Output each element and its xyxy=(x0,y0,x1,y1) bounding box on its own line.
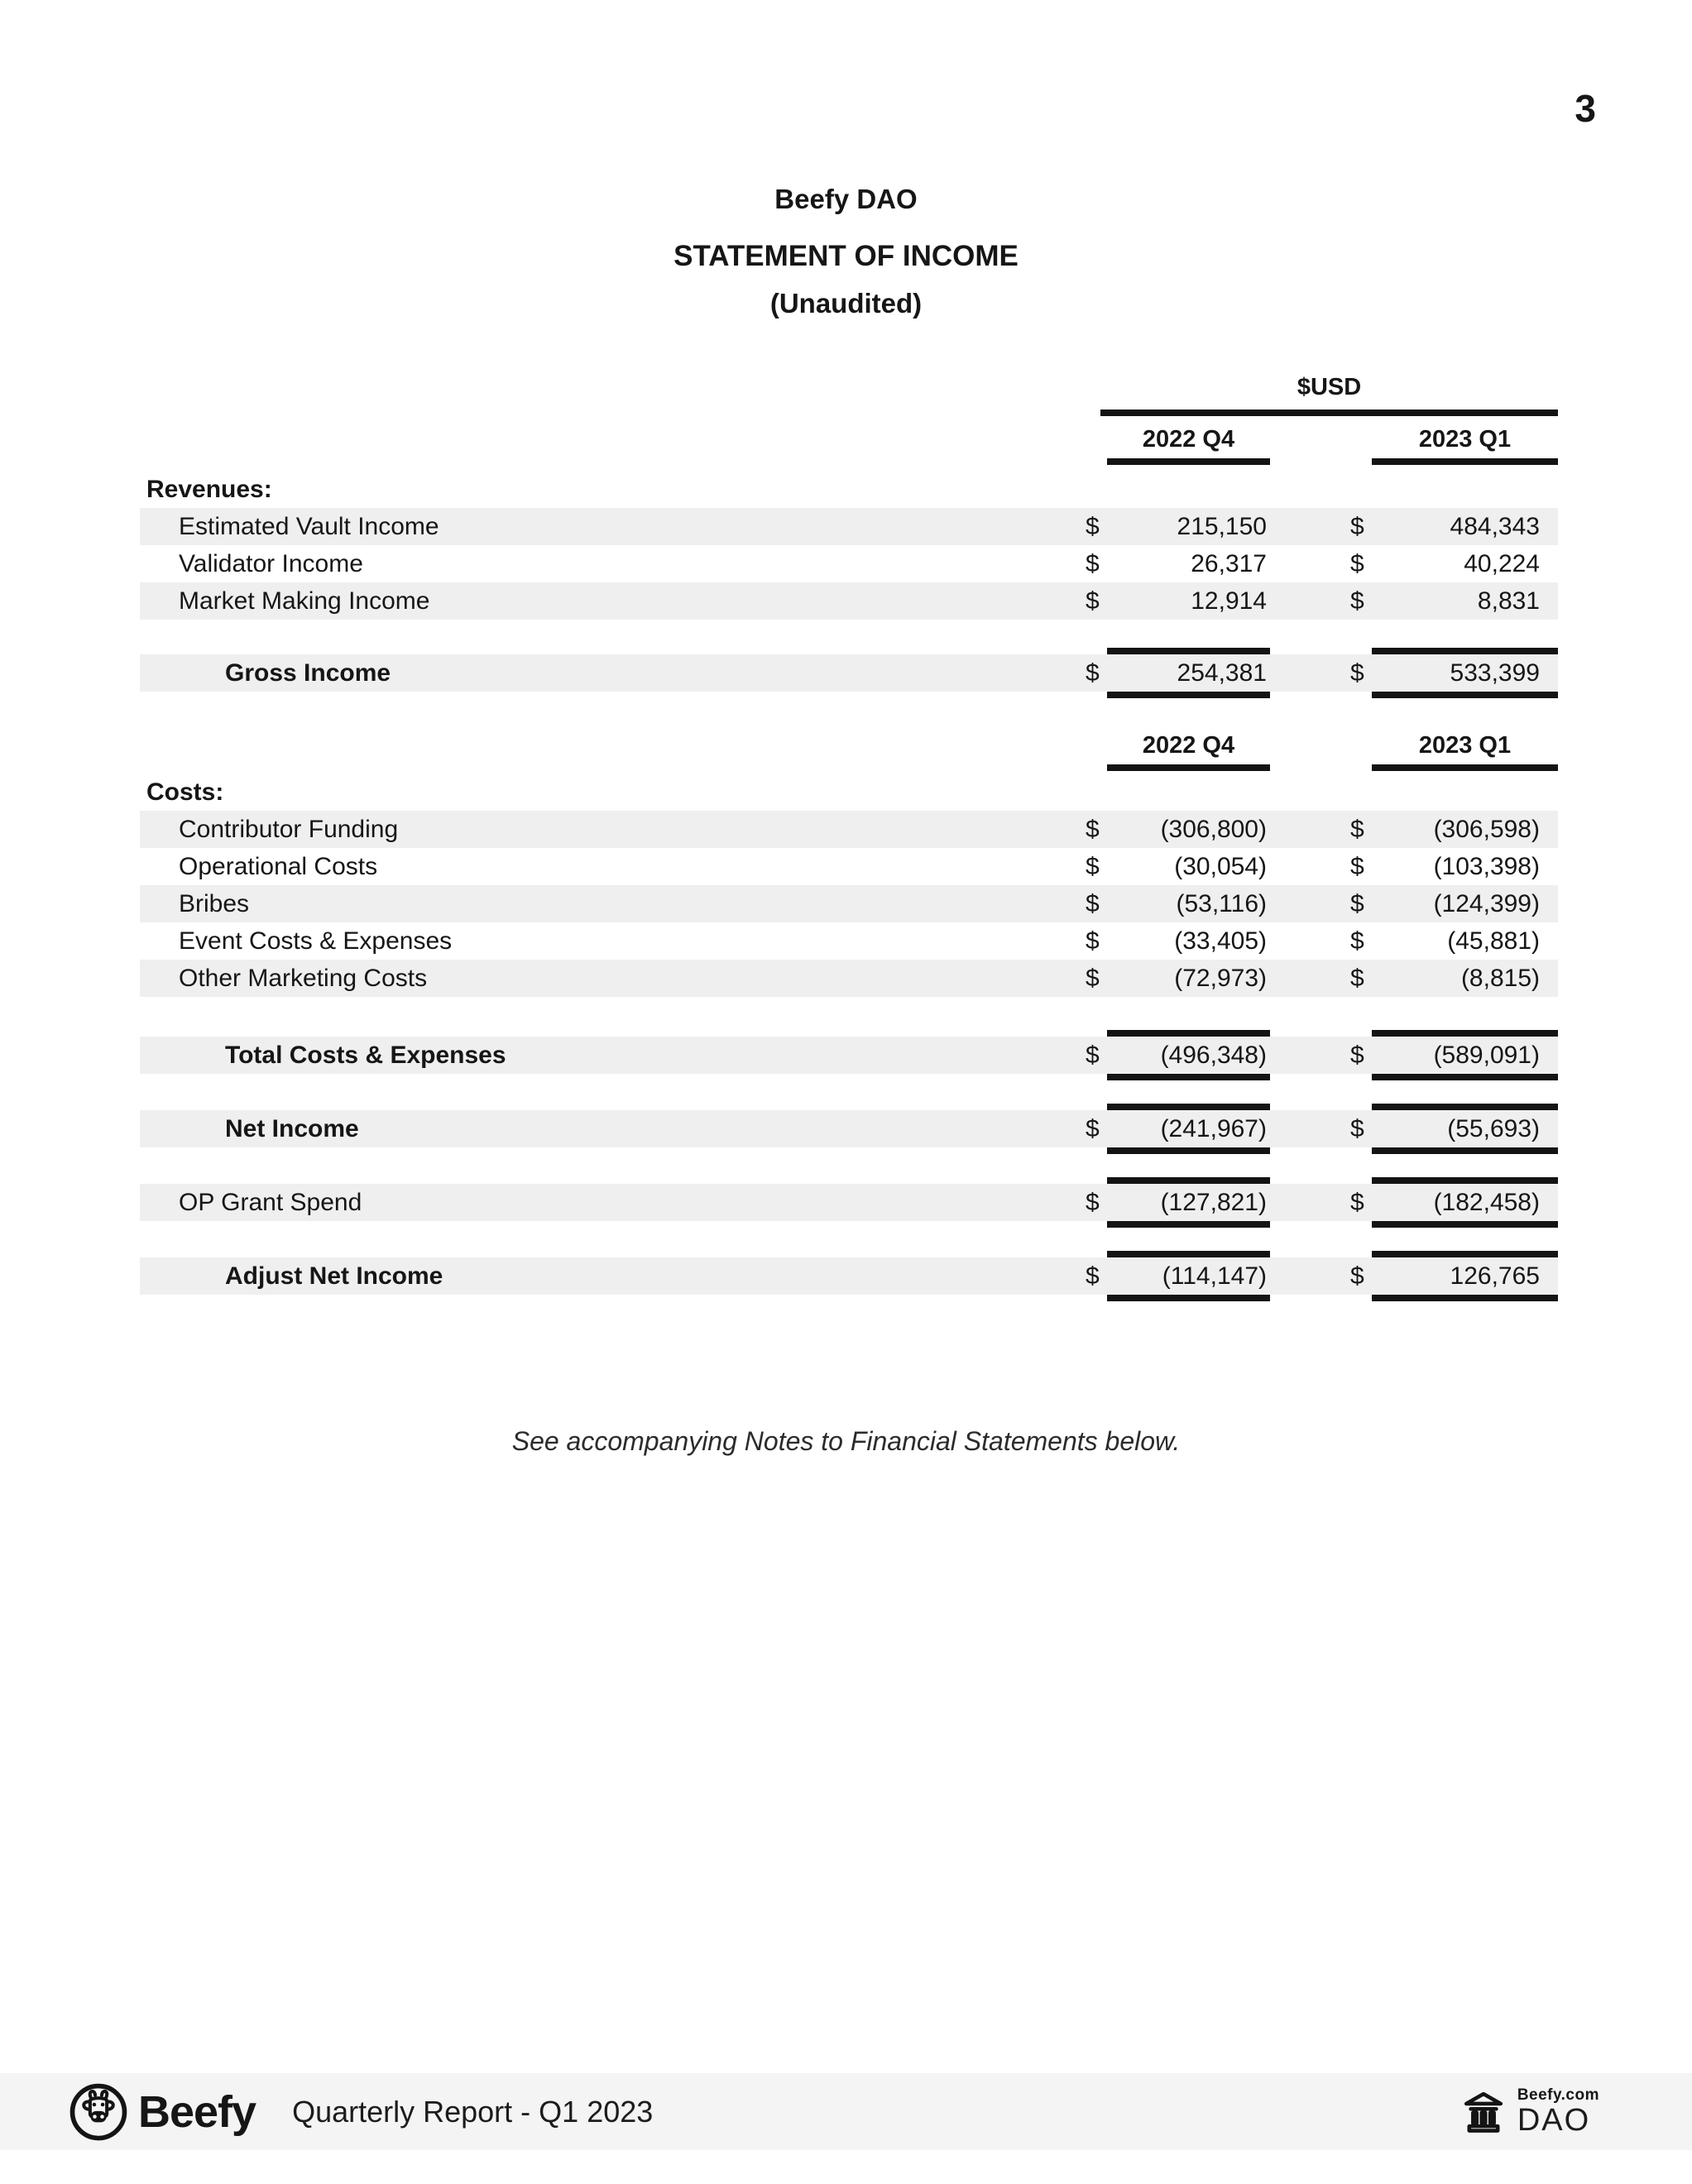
value-2023q1: 40,224 xyxy=(1464,549,1540,577)
dollar-sign: $ xyxy=(1086,1188,1100,1216)
dao-bank-icon xyxy=(1460,2087,1507,2135)
dollar-sign: $ xyxy=(1086,587,1100,615)
money-cell xyxy=(1076,848,1270,885)
row-label: Estimated Vault Income xyxy=(179,512,439,540)
dollar-sign: $ xyxy=(1086,549,1100,577)
adjust-net-income-row xyxy=(140,1257,1558,1295)
money-cell xyxy=(1344,1110,1558,1147)
money-cell xyxy=(1344,508,1558,545)
money-cell xyxy=(1344,811,1558,848)
value-2023q1: (589,091) xyxy=(1372,1037,1558,1074)
value-2023q1: (103,398) xyxy=(1433,852,1540,880)
table-row xyxy=(140,545,1558,582)
money-cell xyxy=(1344,1257,1558,1295)
col-header-2022q4: 2022 Q4 xyxy=(1107,426,1270,465)
report-title: Quarterly Report - Q1 2023 xyxy=(292,2094,654,2129)
value-2022q4: 12,914 xyxy=(1191,587,1267,615)
dollar-sign: $ xyxy=(1086,927,1100,955)
dao-label: DAO xyxy=(1517,2102,1591,2138)
money-cell xyxy=(1344,654,1558,692)
table-row xyxy=(140,848,1558,885)
row-label: Contributor Funding xyxy=(179,815,399,843)
col-header-2023q1: 2023 Q1 xyxy=(1372,426,1558,465)
dollar-sign: $ xyxy=(1350,1114,1364,1142)
value-2022q4: 215,150 xyxy=(1177,512,1267,540)
money-cell xyxy=(1344,1037,1558,1074)
money-cell xyxy=(1344,848,1558,885)
row-label: Event Costs & Expenses xyxy=(179,927,453,955)
value-2023q1: (182,458) xyxy=(1372,1184,1558,1221)
money-cell xyxy=(1076,1257,1270,1295)
row-label: OP Grant Spend xyxy=(179,1188,362,1216)
money-cell xyxy=(1344,885,1558,922)
dollar-sign: $ xyxy=(1086,889,1100,917)
total-costs-row xyxy=(140,1037,1558,1074)
statement-title: STATEMENT OF INCOME xyxy=(673,240,1019,272)
dollar-sign: $ xyxy=(1350,927,1364,955)
money-cell xyxy=(1344,545,1558,582)
money-cell xyxy=(1076,1110,1270,1147)
row-label: Adjust Net Income xyxy=(225,1262,443,1290)
dollar-sign: $ xyxy=(1086,1262,1100,1290)
money-cell xyxy=(1076,508,1270,545)
money-cell xyxy=(1344,922,1558,960)
dollar-sign: $ xyxy=(1086,964,1100,992)
row-label: Market Making Income xyxy=(179,587,430,615)
dollar-sign: $ xyxy=(1086,852,1100,880)
value-2023q1: (45,881) xyxy=(1447,927,1540,955)
money-cell xyxy=(1076,545,1270,582)
table-row xyxy=(140,811,1558,848)
table-row xyxy=(140,960,1558,997)
audit-qualifier: (Unaudited) xyxy=(769,288,923,318)
dollar-sign: $ xyxy=(1350,815,1364,843)
table-row xyxy=(140,922,1558,960)
table-row xyxy=(140,508,1558,545)
money-cell xyxy=(1076,960,1270,997)
value-2022q4: (306,800) xyxy=(1160,815,1267,843)
row-label: Other Marketing Costs xyxy=(179,964,428,992)
footer-brand-group xyxy=(69,2082,653,2142)
section-row-revenues xyxy=(140,471,1558,508)
value-2022q4: (496,348) xyxy=(1107,1037,1270,1074)
column-header-row xyxy=(140,732,1558,769)
org-name: Beefy DAO xyxy=(774,184,918,214)
value-2023q1: 484,343 xyxy=(1450,512,1540,540)
dollar-sign: $ xyxy=(1086,1041,1100,1069)
value-2023q1: 533,399 xyxy=(1372,654,1558,692)
money-cell xyxy=(1076,811,1270,848)
brand-wordmark: Beefy xyxy=(138,2086,256,2137)
value-2023q1: 8,831 xyxy=(1477,587,1540,615)
beefy-cow-logo-icon xyxy=(69,2082,128,2142)
value-2023q1: (306,598) xyxy=(1433,815,1540,843)
dollar-sign: $ xyxy=(1350,549,1364,577)
row-label: Gross Income xyxy=(225,659,391,687)
value-2022q4: (241,967) xyxy=(1107,1110,1270,1147)
money-cell xyxy=(1344,582,1558,620)
value-2023q1: (55,693) xyxy=(1372,1110,1558,1147)
income-statement-table xyxy=(140,0,1558,1295)
dollar-sign: $ xyxy=(1086,512,1100,540)
money-cell xyxy=(1076,885,1270,922)
dollar-sign: $ xyxy=(1350,1041,1364,1069)
row-label: Net Income xyxy=(225,1114,359,1142)
dollar-sign: $ xyxy=(1086,1114,1100,1142)
money-cell xyxy=(1344,1184,1558,1221)
dollar-sign: $ xyxy=(1350,889,1364,917)
col-header-2022q4: 2022 Q4 xyxy=(1107,732,1270,771)
page-number: 3 xyxy=(1575,87,1596,130)
op-grant-spend-row xyxy=(140,1184,1558,1221)
table-row xyxy=(140,885,1558,922)
value-2022q4: (33,405) xyxy=(1174,927,1267,955)
value-2022q4: 254,381 xyxy=(1107,654,1270,692)
currency-header: $USD xyxy=(1100,374,1558,416)
col-header-2023q1: 2023 Q1 xyxy=(1372,732,1558,771)
table-row xyxy=(140,582,1558,620)
value-2022q4: (127,821) xyxy=(1107,1184,1270,1221)
value-2022q4: (53,116) xyxy=(1176,889,1267,917)
value-2023q1: (8,815) xyxy=(1460,964,1540,992)
dollar-sign: $ xyxy=(1350,587,1364,615)
money-cell xyxy=(1076,654,1270,692)
section-label-revenues: Revenues: xyxy=(146,475,272,503)
value-2022q4: 26,317 xyxy=(1191,549,1267,577)
money-cell xyxy=(1076,922,1270,960)
money-cell xyxy=(1076,1184,1270,1221)
value-2022q4: (30,054) xyxy=(1174,852,1267,880)
dollar-sign: $ xyxy=(1086,815,1100,843)
value-2022q4: (72,973) xyxy=(1174,964,1267,992)
money-cell xyxy=(1344,960,1558,997)
dollar-sign: $ xyxy=(1350,964,1364,992)
dollar-sign: $ xyxy=(1350,1262,1364,1290)
currency-header-row xyxy=(140,374,1558,416)
column-header-row xyxy=(140,426,1558,462)
row-label: Operational Costs xyxy=(179,852,378,880)
dollar-sign: $ xyxy=(1350,852,1364,880)
notes-reference: See accompanying Notes to Financial Statements below. xyxy=(511,1426,1181,1456)
value-2023q1: 126,765 xyxy=(1372,1257,1558,1295)
row-label: Validator Income xyxy=(179,549,363,577)
footer-dao-group xyxy=(1460,2086,1599,2138)
gross-income-row xyxy=(140,654,1558,692)
value-2022q4: (114,147) xyxy=(1107,1257,1270,1295)
dollar-sign: $ xyxy=(1350,512,1364,540)
section-row-costs xyxy=(140,774,1558,811)
row-label: Total Costs & Expenses xyxy=(225,1041,506,1069)
page-footer xyxy=(0,2073,1692,2150)
dollar-sign: $ xyxy=(1350,1188,1364,1216)
dollar-sign: $ xyxy=(1086,659,1100,687)
net-income-row xyxy=(140,1110,1558,1147)
money-cell xyxy=(1076,582,1270,620)
dollar-sign: $ xyxy=(1350,659,1364,687)
site-label: Beefy.com xyxy=(1517,2086,1599,2104)
value-2023q1: (124,399) xyxy=(1433,889,1540,917)
money-cell xyxy=(1076,1037,1270,1074)
section-label-costs: Costs: xyxy=(146,778,224,806)
row-label: Bribes xyxy=(179,889,250,917)
